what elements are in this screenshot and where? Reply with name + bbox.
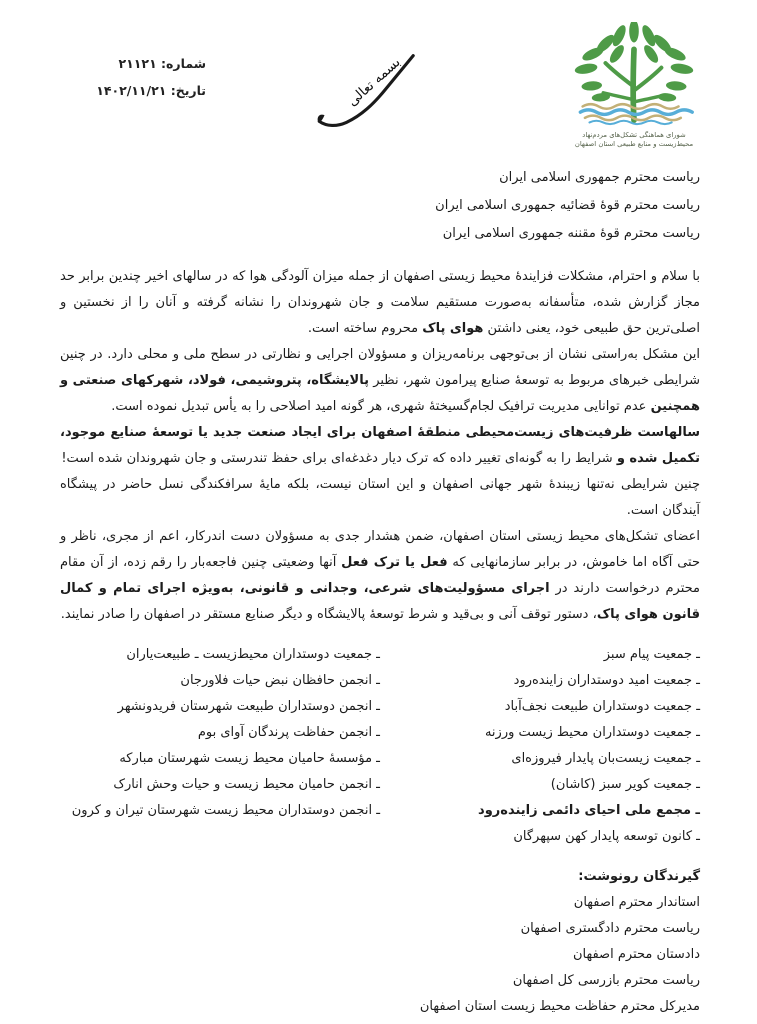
list-item: ـ جمعیت پیام سبز <box>603 647 700 662</box>
besmele-calligraphy <box>312 40 432 136</box>
besmele-text: بسمه تعالی <box>344 54 404 110</box>
list-item: ریاست محترم قوهٔ قضائیه جمهوری اسلامی ایران <box>435 198 700 213</box>
emphasis-text: هوای پاک <box>422 321 484 336</box>
body-text: عدم توانایی مدیریت ترافیک لجام‌گسیختهٔ شهری، هر گونه امید اصلاحی را به یأس تبدیل نموده است. <box>111 399 651 414</box>
signatories-left <box>60 642 380 850</box>
list-item: ـ جمعیت امید دوستداران زاینده‌رود <box>513 673 700 688</box>
body-text: این مشکل به‌راستی نشان از بی‌توجهی برنامه‌ریزان و مسؤولان اجرایی و نظارتی در سطح ملی و محلی دارد. در چنین شرایطی خبرهای مربوط به توسعهٔ صنایع پیرامون شهر، نظیر <box>60 347 700 388</box>
body-paragraph <box>60 472 700 524</box>
signatories-right <box>380 642 700 850</box>
list-item: ـ مؤسسهٔ حامیان محیط زیست شهرستان مبارکه <box>119 751 380 766</box>
copy-list <box>60 890 700 1020</box>
body-text: محروم ساخته است. <box>307 321 423 336</box>
tree-logo-icon <box>571 22 697 127</box>
list-item: دادستان محترم اصفهان <box>572 947 700 962</box>
copy-section-title: گیرندگان رونوشت: <box>578 869 700 884</box>
body-paragraph <box>60 264 700 342</box>
list-item: مدیرکل محترم حفاظت محیط زیست استان اصفهان <box>419 999 700 1014</box>
list-item: ـ انجمن حامیان محیط زیست و حیات وحش انارک <box>113 777 380 792</box>
list-item: ریاست محترم دادگستری اصفهان <box>520 921 700 936</box>
list-item: ریاست محترم بازرسی کل اصفهان <box>512 973 700 988</box>
emphasis-text: پالایشگاه، پتروشیمی، فولاد، شهرکهای صنعتی و همچنین <box>60 373 700 414</box>
emphasis-text: سالهاست ظرفیت‌های زیست‌محیطی منطقهٔ اصفهان برای ایجاد صنعت جدید یا توسعهٔ صنایع موجود، تکمیل شده و <box>60 425 700 466</box>
list-item: ـ انجمن دوستداران طبیعت شهرستان فریدونشهر <box>117 699 380 714</box>
logo-caption-line1: شورای هماهنگی تشکل‌های مردم‌نهاد <box>582 131 686 139</box>
body-paragraph <box>60 420 700 472</box>
body-text: چنین شرایطی نه‌تنها زیبندهٔ شهر جهانی اصفهان و این استان نیست، بلکه مایهٔ سرافکندگی نسل حاضر در پیشگاه آیندگان است. <box>60 477 700 518</box>
body-text: با سلام و احترام، مشکلات فزایندهٔ محیط زیستی اصفهان از جمله میزان آلودگی هوا که در سالهای اخیر چندین برابر حد مجاز گزارش شده، متأسفانه به‌صورت مستقیم سلامت و جان شهروندان را نشانه گرفته و آنان را از نخستین و اصلی‌ترین حق طبیعی خود، یعنی داشتن <box>60 269 700 336</box>
body-text: آنها وضعیتی چنین فاجعه‌بار را رقم زده، از آن مقام محترم درخواست دارند در <box>60 555 701 596</box>
list-item: استاندار محترم اصفهان <box>573 895 700 910</box>
list-item: ـ انجمن حافظان نبض حیات فلاورجان <box>180 673 380 688</box>
letter-date: تاریخ: ۱۴۰۲/۱۱/۲۱ <box>96 83 206 98</box>
list-item: ـ جمعیت کویر سبز (کاشان) <box>550 777 700 792</box>
list-item: ـ مجمع ملی احیای دائمی زاینده‌رود <box>478 803 700 818</box>
body-text: شرایط را به گونه‌ای تغییر داده که ترک دیار دغدغه‌ای برای حفظ تندرستی و جان شهروندان شده است! <box>61 451 617 466</box>
list-item: ـ انجمن دوستداران محیط زیست شهرستان تیران و کرون <box>71 803 380 818</box>
list-item: ریاست محترم جمهوری اسلامی ایران <box>499 170 700 185</box>
letter-body <box>60 264 700 628</box>
list-item: ـ جمعیت زیست‌بان پایدار فیروزه‌ای <box>511 751 700 766</box>
emphasis-text: اجرای مسؤولیت‌های شرعی، وجدانی و قانونی، به‌ویژه اجرای تمام و کمال قانون هوای پاک <box>60 581 700 622</box>
list-item: ـ جمعیت دوستداران طبیعت نجف‌آباد <box>504 699 700 714</box>
emphasis-text: فعل یا ترک فعل <box>341 555 448 570</box>
list-item: ـ جمعیت دوستداران محیط‌زیست ـ طبیعت‌یاران <box>126 647 380 662</box>
body-text: ، دستور توقف آنی و بی‌قید و شرط توسعهٔ پالایشگاه و دیگر صنایع مستقر در اصفهان را صادر نمایند. <box>60 607 597 622</box>
body-paragraph <box>60 342 700 420</box>
org-logo <box>553 22 715 149</box>
list-item: ـ انجمن حفاظت پرندگان آوای بوم <box>197 725 380 740</box>
list-item: ـ جمعیت دوستداران محیط زیست ورزنه <box>484 725 700 740</box>
besmele-swoosh-icon <box>312 40 432 136</box>
body-text: اعضای تشکل‌های محیط زیستی استان اصفهان، ضمن هشدار جدی به مسؤولان دست اندرکار، اعم از مجری، ناظر و حتی آگاه اما خاموش، در برابر سازمانهایی که <box>60 529 700 570</box>
body-paragraph <box>60 524 700 628</box>
number-date-block <box>88 50 206 104</box>
recipient-list <box>60 164 700 248</box>
letterhead <box>0 0 757 150</box>
list-item: ـ کانون توسعه پایدار کهن سپهرگان <box>513 829 700 844</box>
signatories <box>60 642 700 850</box>
letter-number: شماره: ۲۱۱۲۱ <box>118 56 206 71</box>
copy-section <box>60 864 700 1020</box>
logo-caption-line2: محیط‌زیست و منابع طبیعی استان اصفهان <box>574 140 694 148</box>
list-item: ریاست محترم قوهٔ مقننه جمهوری اسلامی ایران <box>442 226 700 241</box>
